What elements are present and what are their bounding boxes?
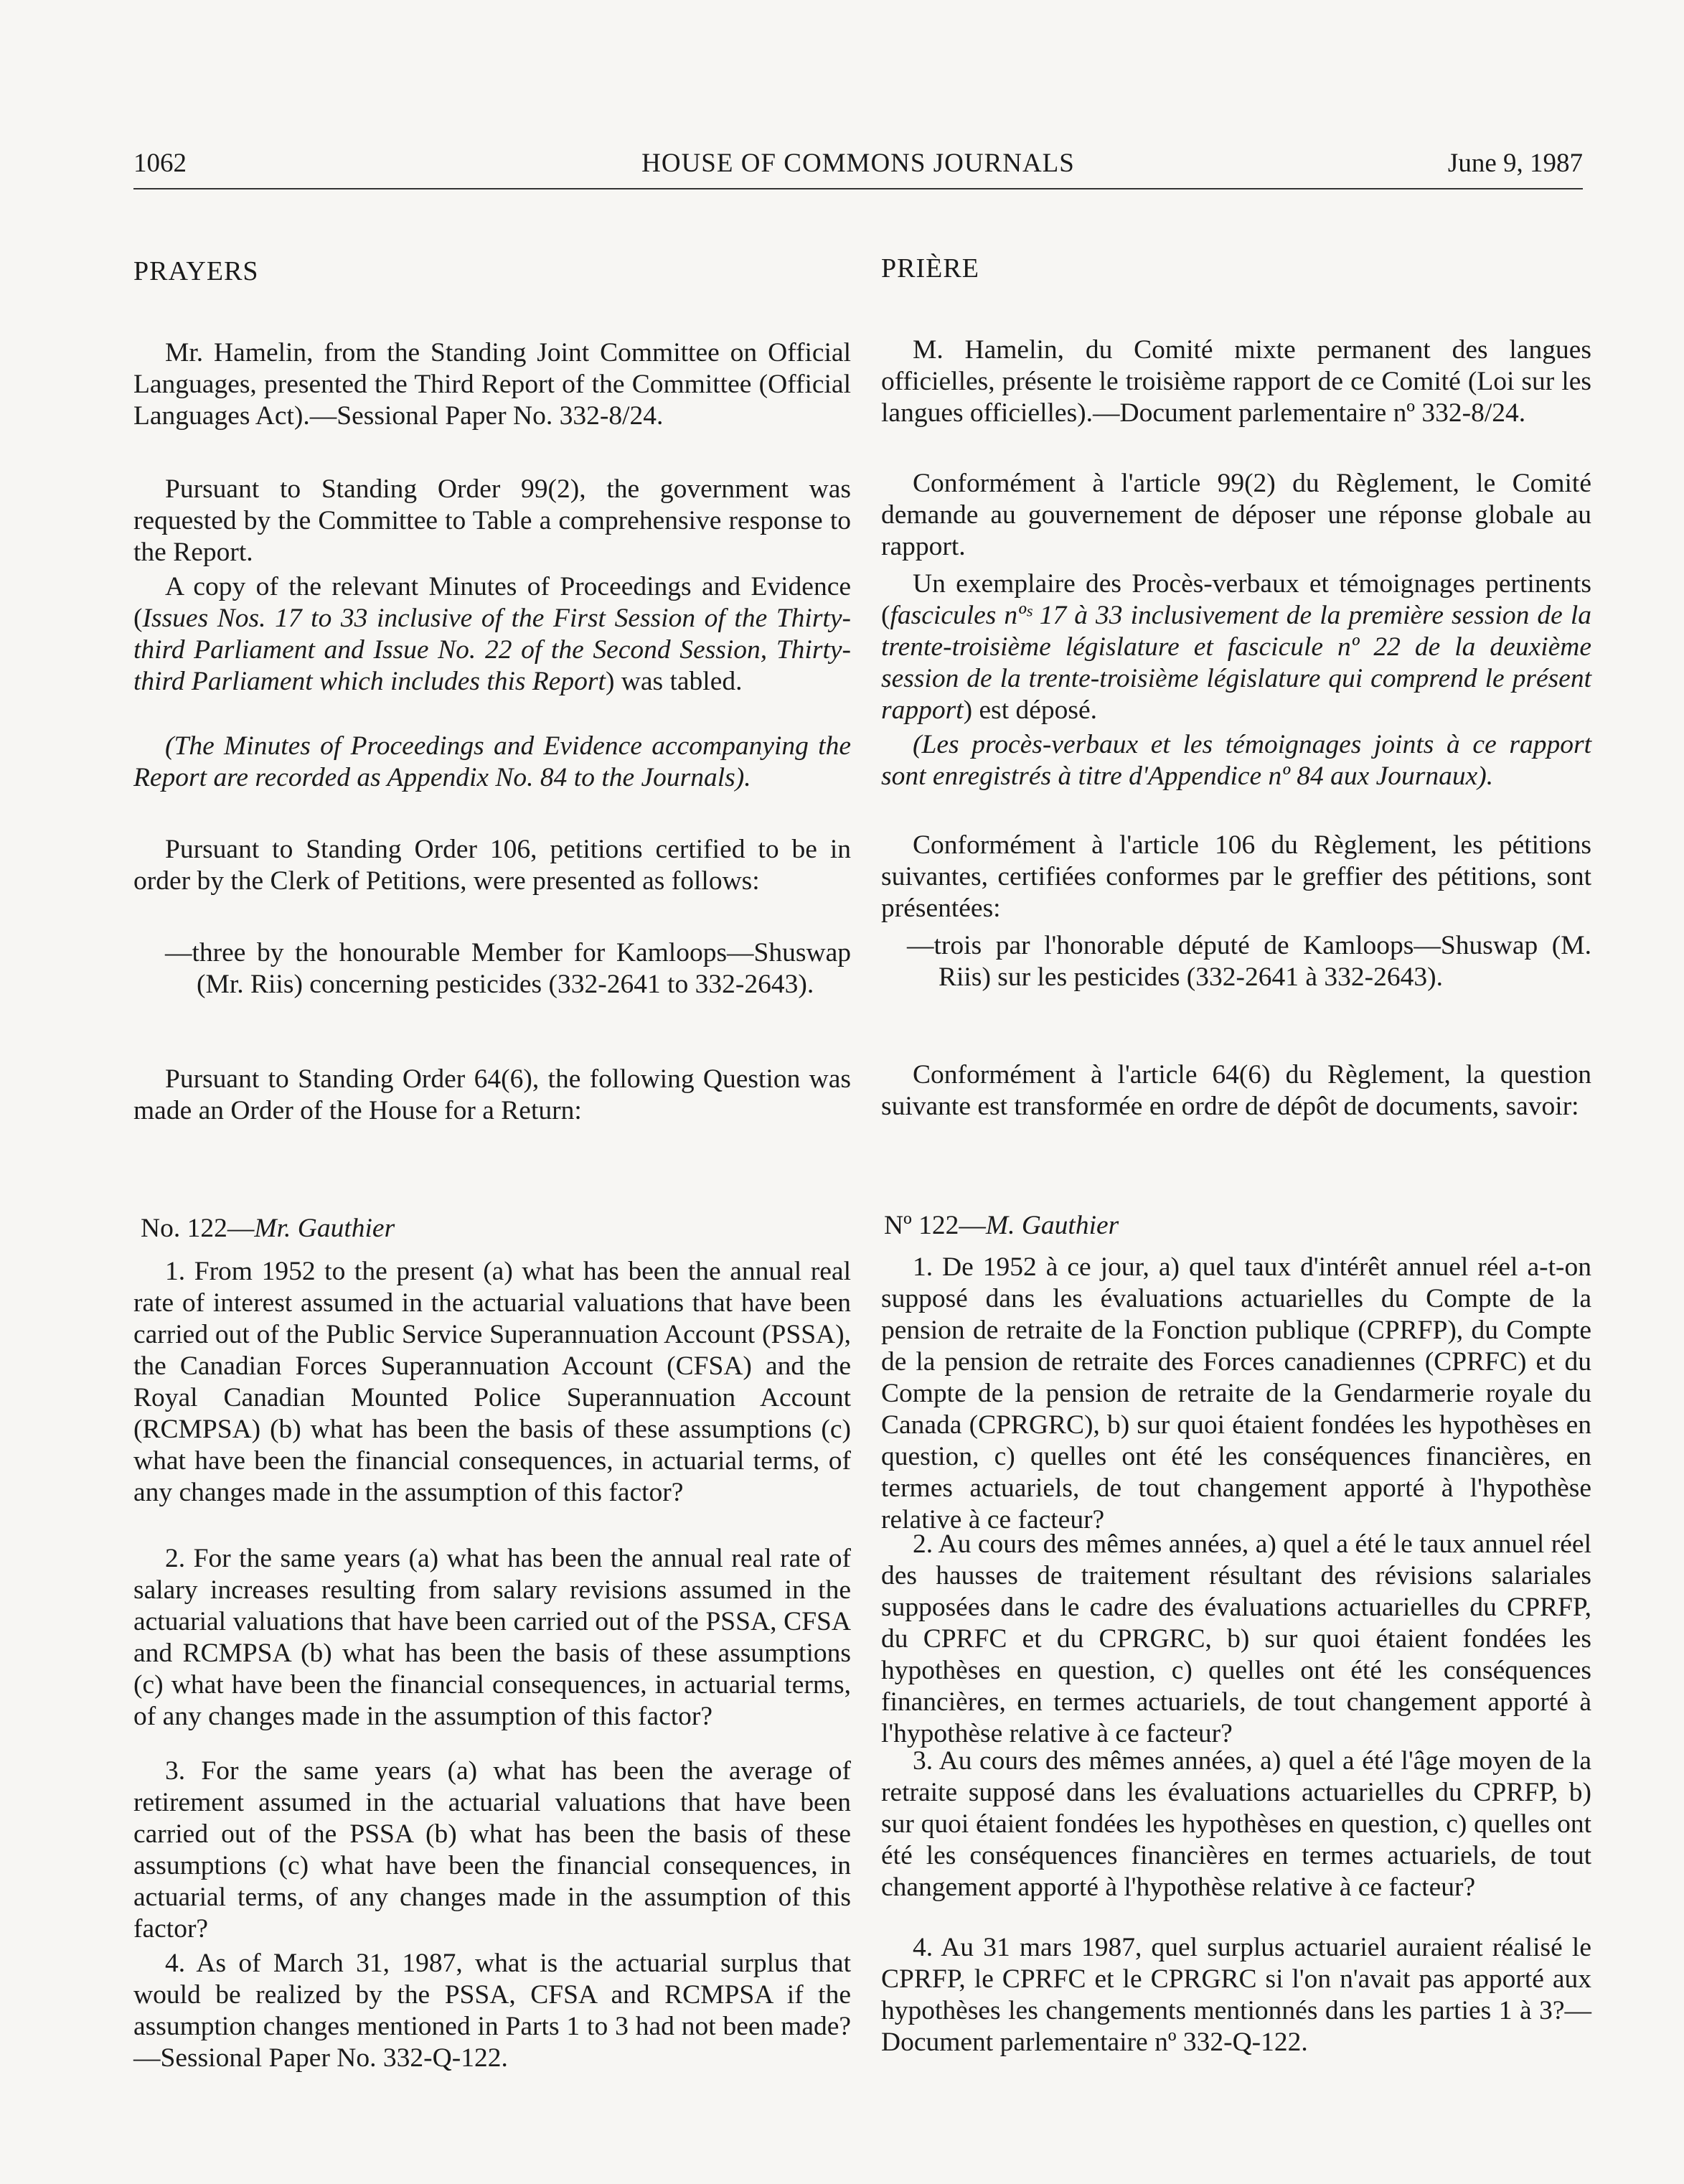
standing-order-99-paragraph: Pursuant to Standing Order 99(2), the government was requested by the Committee to Table a comprehensive response to the Report. [133,474,851,567]
header-rule [133,188,1583,189]
proces-verbaux-text-end: ) est déposé. [963,695,1098,725]
minutes-tabled-paragraph [133,571,851,698]
question-part-3-fr: 3. Au cours des mêmes années, a) quel a été l'âge moyen de la retraite supposé dans les évaluations actuarielles du CPRFP, b) sur quoi étaient fondées les hypothèses en question, c) quelles ont été les conséquences financières en termes actuariels, de tout changement apporté à l'hypothèse relative à ce facteur? [881,1746,1591,1902]
page-number: 1062 [133,149,187,178]
minutes-text-end: ) was tabled. [605,667,743,696]
journal-title: HOUSE OF COMMONS JOURNALS [641,149,1075,178]
appendice-note: (Les procès-verbaux et les témoignages joints à ce rapport sont enregistrés à titre d'Appendice nº 84 aux Journaux). [881,730,1591,791]
question-part-4: 4. As of March 31, 1987, what is the actuarial surplus that would be realized by the PSSA, CFSA and RCMPSA if the assumption changes mentioned in Parts 1 to 3 had not been made?—Sessional Paper No. 332-Q-122. [133,1949,851,2073]
question-heading [141,1213,395,1245]
standing-order-106-paragraph: Pursuant to Standing Order 106, petitions certified to be in order by the Clerk of Petitions, were presented as follows: [133,835,851,896]
question-part-4-fr: 4. Au 31 mars 1987, quel surplus actuariel auraient réalisé le CPRFP, le CPRFC et le CPRGRC si l'on n'avait pas apporté aux hypothèses les changements mentionnés dans les parties 1 à 3?—Document parlementaire nº 332-Q-122. [881,1933,1591,2057]
question-part-3: 3. For the same years (a) what has been the average of retirement assumed in the actuarial valuations that have been carried out of the PSSA (b) what has been the basis of these assumptions (c) what have been the financial consequences, in actuarial terms, of any changes made in the assumption of this factor? [133,1756,851,1944]
proces-verbaux-fascicules-italic: fascicules nºˢ 17 à 33 inclusivement de la première session de la trente-troisième législature et fascicule nº 22 de la deuxième session de la trente-troisième législature qui comprend le présent rapport [881,601,1591,725]
section-heading-priere: PRIÈRE [881,253,979,283]
hamelin-report-paragraph: Mr. Hamelin, from the Standing Joint Committee on Official Languages, presented the Third Report of the Committee (Official Languages Act).—Sessional Paper No. 332-8/24. [133,338,851,431]
page-header [133,148,1583,191]
question-number: No. 122— [141,1214,255,1243]
question-part-2: 2. For the same years (a) what has been the annual real rate of salary increases resulting from salary revisions assumed in the actuarial valuations that have been carried out of the PSSA, CFSA and RCMPSA (b) what has been the basis of these assumptions (c) what have been the financial consequences, in actuarial terms, of any changes made in the assumption of this factor? [133,1544,851,1731]
appendix-note: (The Minutes of Proceedings and Evidence accompanying the Report are recorded as Appendix No. 84 to the Journals). [133,731,851,792]
section-heading-prayers: PRAYERS [133,256,259,286]
article-106-paragraph: Conformément à l'article 106 du Règlement, les pétitions suivantes, certifiées conformes par le greffier des pétitions, sont présentées: [881,830,1591,923]
proces-verbaux-text-start: Un exemplaire des Procès-verbaux et témoignages pertinents ( [881,569,1591,630]
minutes-text-start: A copy of the relevant Minutes of Proceedings and Evidence ( [133,572,851,633]
page-date: June 9, 1987 [1447,149,1583,178]
question-member: Mr. Gauthier [254,1214,395,1243]
proces-verbaux-paragraph [881,568,1591,726]
article-64-paragraph: Conformément à l'article 64(6) du Règlement, la question suivante est transformée en ordre de dépôt de documents, savoir: [881,1060,1591,1121]
standing-order-64-paragraph: Pursuant to Standing Order 64(6), the following Question was made an Order of the House for a Return: [133,1064,851,1125]
petition-item: —three by the honourable Member for Kamloops—Shuswap (Mr. Riis) concerning pesticides (332-2641 to 332-2643). [165,938,851,999]
question-heading-fr [884,1210,1119,1242]
question-part-1: 1. From 1952 to the present (a) what has been the annual real rate of interest assumed in the actuarial valuations that have been carried out of the Public Service Superannuation Account (PSSA), the Canadian Forces Superannuation Account (CFSA) and the Royal Canadian Mounted Police Superannuation Account (RCMPSA) (b) what has been the basis of these assumptions (c) what have been the financial consequences, in actuarial terms, of any changes made in the assumption of this factor? [133,1257,851,1507]
hamelin-rapport-paragraph: M. Hamelin, du Comité mixte permanent des langues officielles, présente le troisième rapport de ce Comité (Loi sur les langues officielles).—Document parlementaire nº 332-8/24. [881,335,1591,428]
question-part-2-fr: 2. Au cours des mêmes années, a) quel a été le taux annuel réel des hausses de traitement résultant des révisions salariales supposées dans le cadre des évaluations actuarielles du CPRFP, du CPRFC et du CPRGRC, b) sur quoi étaient fondées les hypothèses en question, c) quelles ont été les conséquences financières, en termes actuariels, de tout changement apporté à l'hypothèse relative à ce facteur? [881,1529,1591,1748]
article-99-paragraph: Conformément à l'article 99(2) du Règlement, le Comité demande au gouvernement de déposer une réponse globale au rapport. [881,469,1591,561]
petition-item-fr: —trois par l'honorable député de Kamloops—Shuswap (M. Riis) sur les pesticides (332-2641 à 332-2643). [907,931,1591,992]
question-member-fr: M. Gauthier [985,1211,1119,1240]
minutes-issues-italic: Issues Nos. 17 to 33 inclusive of the First Session of the Thirty-third Parliament and Issue No. 22 of the Second Session, Thirty-third Parliament which includes this Report [133,604,851,696]
question-number-fr: Nº 122— [884,1211,986,1240]
question-part-1-fr: 1. De 1952 à ce jour, a) quel taux d'intérêt annuel réel a-t-on supposé dans les évaluations actuarielles du Compte de la pension de retraite de la Fonction publique (CPRFP), du Compte de la pension de retraite des Forces canadiennes (CPRFC) et du Compte de la pension de retraite de la Gendarmerie royale du Canada (CPRGRC), b) sur quoi étaient fondées les hypothèses en question, c) quelles ont été les conséquences financières, en termes actuariels, de tout changement apporté à l'hypothèse relative à ce facteur? [881,1252,1591,1534]
